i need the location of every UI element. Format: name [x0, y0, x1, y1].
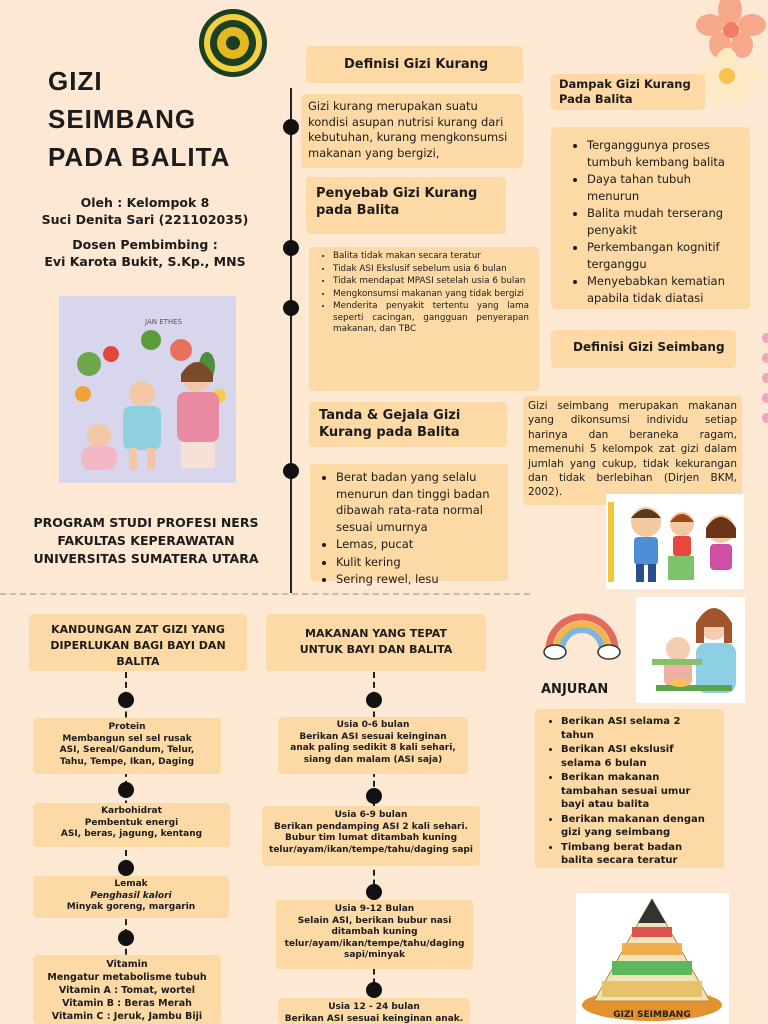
timeline-dot: [118, 930, 134, 946]
penyebab-item: • Balita tidak makan secara teratur: [333, 251, 529, 263]
penyebab-list-box: [309, 247, 539, 391]
karbohidrat-card: [33, 803, 230, 847]
vitamin-desc: Mengatur metabolisme tubuh: [47, 972, 207, 983]
tanda-item: • Sering rewel, lesu: [336, 571, 502, 588]
timeline-dot: [366, 788, 382, 804]
usia-12-24-age: Usia 12 - 24 bulan: [328, 1002, 420, 1012]
lemak-name: Lemak: [114, 879, 148, 889]
anjuran-heading: ANJURAN: [541, 682, 609, 697]
title-line-3: PADA BALITA: [48, 142, 231, 172]
dampak-list-box: [551, 127, 750, 309]
tanda-item: • Berat badan yang selalu menurun dan tinggi badan dibawah rata-rata normal sesuai umurnya: [336, 469, 502, 535]
usia-6-9-age: Usia 6-9 bulan: [334, 810, 408, 820]
protein-card: [33, 718, 221, 774]
usia-12-24-card: [278, 998, 470, 1024]
anjuran-item: • Berikan ASI ekslusif selama 6 bulan: [561, 743, 716, 770]
dampak-item: • Balita mudah terserang penyakit: [587, 205, 742, 238]
oleh-label: Oleh : Kelompok 8: [80, 195, 210, 210]
timeline-dot: [283, 300, 299, 316]
author-name: Suci Denita Sari (221102035): [41, 212, 249, 227]
usia-0-6-age: Usia 0-6 bulan: [336, 720, 410, 730]
definisi-seimbang-heading: Definisi Gizi Seimbang: [551, 330, 736, 368]
timeline-dot: [118, 692, 134, 708]
anjuran-item: • Berikan ASI selama 2 tahun: [561, 715, 716, 742]
dampak-item: • Perkembangan kognitif terganggu: [587, 239, 742, 272]
penyebab-heading: Penyebab Gizi Kurang pada Balita: [306, 177, 506, 234]
lemak-card: [33, 876, 229, 918]
rainbow-icon: [543, 604, 621, 662]
usia-6-9-text: Berikan pendamping ASI 2 kali sehari. Bubur tim lumat ditambah kuning telur/ayam/ikan/tempe/tahu/daging sapi: [269, 821, 473, 855]
program-line-2: FAKULTAS KEPERAWATAN: [57, 533, 235, 548]
mother-feeding-illustration: [636, 597, 745, 703]
protein-name: Protein: [108, 722, 146, 732]
food-pyramid-illustration: [576, 893, 729, 1024]
lemak-examples: Minyak goreng, margarin: [66, 902, 196, 912]
dampak-item: • Menyebabkan kematian apabila tidak diatasi: [587, 273, 742, 306]
usia-0-6-text: Berikan ASI sesuai keinginan anak paling sedikit 8 kali sehari, siang dan malam (ASI saja): [290, 731, 456, 765]
definisi-kurang-heading: Definisi Gizi Kurang: [306, 46, 523, 83]
karbohidrat-name: Karbohidrat: [101, 806, 162, 816]
protein-desc: Membangun sel sel rusak: [62, 733, 192, 744]
program-block: [26, 514, 266, 568]
usia-9-12-text: Selain ASI, berikan bubur nasi ditambah kuning telur/ayam/ikan/tempe/tahu/daging sapi/minyak: [284, 915, 465, 960]
children-food-illustration: [59, 296, 236, 483]
page-title: [48, 62, 288, 176]
usia-12-24-text: Berikan ASI sesuai keinginan anak.: [284, 1013, 464, 1024]
timeline-dot: [366, 982, 382, 998]
dosen-label: Dosen Pembimbing :: [72, 237, 218, 252]
timeline-dot: [283, 463, 299, 479]
definisi-kurang-text: Gizi kurang merupakan suatu kondisi asupan nutrisi kurang dari kebutuhan, kurang mengkonsumsi makanan yang bergizi,: [301, 94, 523, 168]
kandungan-heading: KANDUNGAN ZAT GIZI YANG DIPERLUKAN BAGI BAYI DAN BALITA: [29, 614, 247, 671]
title-line-1: GIZI: [48, 66, 103, 96]
tanda-item: • Lemas, pucat: [336, 536, 502, 553]
tanda-item: • Kulit kering: [336, 554, 502, 571]
usia-9-12-card: [276, 900, 473, 969]
makanan-heading: MAKANAN YANG TEPAT UNTUK BAYI DAN BALITA: [266, 614, 486, 671]
penyebab-item: • Tidak mendapat MPASI setelah usia 6 bulan: [333, 276, 529, 288]
penyebab-item: • Tidak ASI Ekslusif sebelum usia 6 bulan: [333, 264, 529, 276]
timeline-dot: [366, 884, 382, 900]
karbohidrat-desc: Pembentuk energi: [84, 817, 179, 828]
tanda-heading: Tanda & Gejala Gizi Kurang pada Balita: [309, 402, 507, 447]
timeline-dot: [366, 692, 382, 708]
author-block: [40, 194, 250, 270]
timeline-dot: [118, 860, 134, 876]
timeline-dot: [283, 119, 299, 135]
timeline-dot: [283, 240, 299, 256]
usia-0-6-card: [278, 717, 468, 774]
anjuran-item: • Berikan makanan tambahan sesuai umur bayi atau balita: [561, 771, 716, 812]
kids-height-illustration: [606, 494, 744, 589]
vitamin-card: [33, 955, 221, 1024]
timeline-dot: [118, 782, 134, 798]
pink-dots-decoration: [758, 330, 768, 440]
usia-9-12-age: Usia 9-12 Bulan: [334, 904, 415, 914]
anjuran-item: • Timbang berat badan balita secara teratur: [561, 841, 716, 868]
penyebab-item: • Menderita penyakit tertentu yang lama seperti cacingan, gangguan penyerapan makanan, dan TBC: [333, 301, 529, 336]
protein-examples: ASI, Sereal/Gandum, Telur, Tahu, Tempe, Ikan, Daging: [59, 745, 195, 767]
vitamin-example-c: Vitamin C : Jeruk, Jambu Biji: [51, 1011, 203, 1022]
anjuran-item: • Berikan makanan dengan gizi yang seimbang: [561, 813, 716, 840]
vitamin-example-a: Vitamin A : Tomat, wortel: [58, 985, 196, 996]
title-line-2: SEIMBANG: [48, 104, 197, 134]
dampak-item: • Terganggunya proses tumbuh kembang balita: [587, 137, 742, 170]
karbohidrat-examples: ASI, beras, jagung, kentang: [60, 829, 203, 839]
anjuran-list-box: [535, 709, 724, 868]
usia-6-9-card: [262, 806, 480, 866]
program-line-3: UNIVERSITAS SUMATERA UTARA: [33, 551, 259, 566]
vitamin-example-b: Vitamin B : Beras Merah: [62, 998, 192, 1009]
section-divider: [0, 593, 530, 595]
pyramid-label: GIZI SEIMBANG: [613, 1010, 691, 1020]
lemak-desc: Penghasil kalori: [90, 890, 172, 901]
dampak-heading: Dampak Gizi Kurang Pada Balita: [551, 74, 705, 110]
definisi-seimbang-text: Gizi seimbang merupakan makanan yang dikonsumsi individu setiap harinya dan beraneka ragam, memenuhi 5 kelompok zat gizi dalam jumlah yang cukup, tidak kekurangan dan tidak berlebihan (Dirjen BKM, 2002).: [523, 396, 742, 505]
dampak-item: • Daya tahan tubuh menurun: [587, 171, 742, 204]
timeline-line: [290, 88, 292, 593]
penyebab-item: • Mengkonsumsi makanan yang tidak bergizi: [333, 289, 529, 301]
dosen-name: Evi Karota Bukit, S.Kp., MNS: [44, 254, 246, 269]
program-line-1: PROGRAM STUDI PROFESI NERS: [33, 515, 259, 530]
illustration-label: JAN ETHES: [145, 318, 183, 326]
vitamin-name: Vitamin: [106, 959, 148, 970]
tanda-list-box: [310, 464, 508, 586]
